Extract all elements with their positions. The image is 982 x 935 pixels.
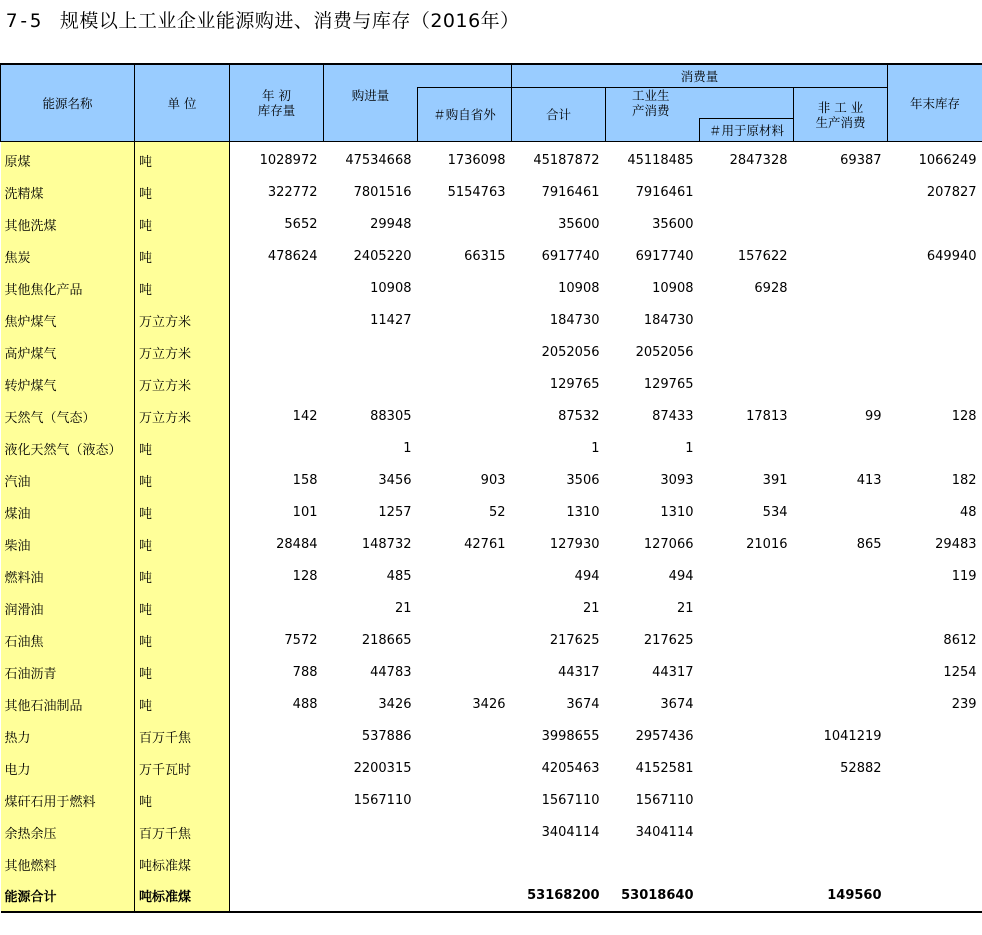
unit-cell: 万千瓦时 — [135, 752, 230, 784]
value-cell: 87532 — [558, 408, 600, 424]
value-cell: 1 — [403, 440, 412, 456]
value-cell: 184730 — [643, 312, 694, 328]
value-cell: 534 — [762, 504, 788, 520]
table-row — [1, 240, 982, 272]
unit-cell: 吨 — [135, 272, 230, 304]
value-cell: 6917740 — [541, 248, 600, 264]
unit-cell: 吨 — [135, 464, 230, 496]
value-cell: 21 — [676, 600, 694, 616]
value-cell: 5154763 — [447, 184, 506, 200]
value-cell — [700, 336, 794, 368]
header-consumption: 消费量 — [512, 64, 888, 88]
header-non-industrial-label: 非 工 业 生产消费 — [815, 99, 866, 130]
value-cell: 10908 — [370, 280, 412, 296]
value-cell: 10908 — [558, 280, 600, 296]
value-cell — [418, 272, 512, 304]
value-cell: 101 — [230, 496, 324, 528]
value-cell: 1028972 — [230, 142, 324, 177]
value-cell: 1041219 — [823, 728, 882, 744]
value-cell — [700, 816, 794, 848]
page-title — [6, 6, 520, 33]
value-cell: 2200315 — [353, 760, 412, 776]
value-cell — [700, 688, 794, 720]
value-cell: 45118485 — [627, 152, 694, 168]
header-opening-stock-label: 年 初 库存量 — [257, 88, 296, 118]
value-cell: 184730 — [549, 312, 600, 328]
value-cell — [888, 368, 982, 400]
unit-cell: 百万千焦 — [135, 720, 230, 752]
value-cell: 99 — [864, 408, 882, 424]
value-cell: 3404114 — [635, 824, 694, 840]
energy-name-cell: 其他石油制品 — [1, 688, 135, 720]
value-cell: 88305 — [370, 408, 412, 424]
table-header — [1, 64, 982, 142]
unit-cell: 吨 — [135, 240, 230, 272]
value-cell: 119 — [951, 568, 977, 584]
value-cell — [418, 848, 512, 880]
value-cell: 5652 — [230, 208, 324, 240]
value-cell: 494 — [574, 568, 600, 584]
value-cell: 391 — [762, 472, 788, 488]
value-cell — [700, 848, 794, 880]
value-cell — [230, 304, 324, 336]
value-cell: 478624 — [230, 240, 324, 272]
energy-name-cell: 石油沥青 — [1, 656, 135, 688]
value-cell — [888, 336, 982, 368]
value-cell — [794, 208, 888, 240]
value-cell: 66315 — [464, 248, 506, 264]
value-cell — [888, 432, 982, 464]
value-cell: 239 — [951, 696, 977, 712]
table-row — [1, 432, 982, 464]
energy-name-cell: 燃料油 — [1, 560, 135, 592]
energy-name-cell: 电力 — [1, 752, 135, 784]
value-cell — [700, 368, 794, 400]
value-cell — [418, 336, 512, 368]
unit-cell: 万立方米 — [135, 400, 230, 432]
value-cell — [700, 208, 794, 240]
header-purchase-group — [324, 64, 512, 88]
value-cell: 494 — [668, 568, 694, 584]
value-cell — [888, 720, 982, 752]
value-cell: 17813 — [746, 408, 788, 424]
table-title: 规模以上工业企业能源购进、消费与库存（2016年） — [59, 10, 520, 32]
value-cell — [794, 624, 888, 656]
energy-name-cell: 润滑油 — [1, 592, 135, 624]
value-cell: 788 — [230, 656, 324, 688]
value-cell — [324, 880, 418, 912]
value-cell: 1254 — [943, 664, 977, 680]
header-purchase: 购进量 — [324, 88, 418, 142]
value-cell: 217625 — [643, 632, 694, 648]
energy-name-cell: 石油焦 — [1, 624, 135, 656]
table-number: 7-5 — [6, 10, 42, 32]
energy-name-cell: 能源合计 — [1, 880, 135, 912]
table-row — [1, 208, 982, 240]
value-cell: 44317 — [558, 664, 600, 680]
value-cell — [230, 368, 324, 400]
value-cell — [888, 848, 982, 880]
header-closing-stock: 年末库存 — [888, 64, 982, 142]
value-cell — [418, 592, 512, 624]
value-cell: 413 — [856, 472, 882, 488]
energy-name-cell: 焦炭 — [1, 240, 135, 272]
value-cell — [230, 752, 324, 784]
table-row — [1, 720, 982, 752]
unit-cell: 万立方米 — [135, 304, 230, 336]
value-cell: 1257 — [378, 504, 412, 520]
unit-cell: 百万千焦 — [135, 816, 230, 848]
total-row — [1, 880, 982, 912]
energy-name-cell: 热力 — [1, 720, 135, 752]
value-cell: 157622 — [737, 248, 788, 264]
energy-name-cell: 天然气（气态） — [1, 400, 135, 432]
unit-cell: 吨标准煤 — [135, 880, 230, 912]
value-cell: 1310 — [566, 504, 600, 520]
value-cell — [418, 400, 512, 432]
unit-cell: 吨 — [135, 560, 230, 592]
value-cell — [230, 432, 324, 464]
header-energy-name: 能源名称 — [1, 64, 135, 142]
table-row — [1, 336, 982, 368]
unit-cell: 吨 — [135, 624, 230, 656]
table-row — [1, 816, 982, 848]
value-cell: 21016 — [746, 536, 788, 552]
table-row — [1, 528, 982, 560]
value-cell: 207827 — [926, 184, 977, 200]
value-cell: 29948 — [370, 216, 412, 232]
value-cell — [418, 368, 512, 400]
unit-cell: 吨 — [135, 496, 230, 528]
header-industrial-production — [606, 88, 794, 119]
value-cell — [794, 240, 888, 272]
value-cell: 53168200 — [512, 880, 606, 912]
value-cell: 7572 — [230, 624, 324, 656]
value-cell — [888, 208, 982, 240]
value-cell — [700, 784, 794, 816]
value-cell — [700, 880, 794, 912]
value-cell: 11427 — [370, 312, 412, 328]
energy-name-cell: 其他燃料 — [1, 848, 135, 880]
value-cell: 2052056 — [635, 344, 694, 360]
value-cell: 44317 — [652, 664, 694, 680]
table-row — [1, 304, 982, 336]
header-consumption-total: 合计 — [512, 88, 606, 142]
energy-table-container — [0, 63, 982, 913]
value-cell: 1567110 — [541, 792, 600, 808]
energy-name-cell: 原煤 — [1, 142, 135, 177]
table-row — [1, 784, 982, 816]
value-cell: 53018640 — [606, 880, 700, 912]
value-cell: 3093 — [660, 472, 694, 488]
value-cell: 29483 — [935, 536, 977, 552]
value-cell — [794, 848, 888, 880]
energy-name-cell: 汽油 — [1, 464, 135, 496]
table-row — [1, 142, 982, 177]
table-row — [1, 656, 982, 688]
value-cell — [230, 336, 324, 368]
value-cell — [794, 368, 888, 400]
value-cell — [888, 880, 982, 912]
header-unit: 单 位 — [135, 64, 230, 142]
header-industrial-spacer — [606, 119, 700, 142]
value-cell: 129765 — [643, 376, 694, 392]
value-cell — [888, 816, 982, 848]
table-row — [1, 496, 982, 528]
unit-cell: 万立方米 — [135, 368, 230, 400]
value-cell: 3456 — [378, 472, 412, 488]
value-cell: 3674 — [566, 696, 600, 712]
value-cell — [230, 592, 324, 624]
value-cell: 35600 — [652, 216, 694, 232]
value-cell — [418, 208, 512, 240]
value-cell: 52 — [488, 504, 506, 520]
value-cell: 127930 — [549, 536, 600, 552]
value-cell — [794, 496, 888, 528]
energy-name-cell: 转炉煤气 — [1, 368, 135, 400]
value-cell: 1310 — [660, 504, 694, 520]
value-cell — [418, 560, 512, 592]
value-cell — [888, 304, 982, 336]
value-cell: 865 — [856, 536, 882, 552]
table-row — [1, 688, 982, 720]
value-cell — [418, 720, 512, 752]
unit-cell: 吨 — [135, 142, 230, 177]
value-cell: 649940 — [926, 248, 977, 264]
value-cell — [794, 176, 888, 208]
value-cell — [794, 816, 888, 848]
value-cell — [324, 368, 418, 400]
unit-cell: 吨 — [135, 528, 230, 560]
value-cell: 21 — [582, 600, 600, 616]
value-cell — [794, 272, 888, 304]
unit-cell: 吨 — [135, 688, 230, 720]
value-cell — [700, 752, 794, 784]
value-cell — [700, 656, 794, 688]
value-cell — [418, 432, 512, 464]
energy-name-cell: 煤矸石用于燃料 — [1, 784, 135, 816]
value-cell: 2052056 — [541, 344, 600, 360]
value-cell — [230, 720, 324, 752]
value-cell — [794, 560, 888, 592]
value-cell: 3998655 — [541, 728, 600, 744]
value-cell: 903 — [480, 472, 506, 488]
value-cell: 2405220 — [353, 248, 412, 264]
energy-name-cell: 柴油 — [1, 528, 135, 560]
energy-name-cell: 洗精煤 — [1, 176, 135, 208]
value-cell: 3404114 — [541, 824, 600, 840]
value-cell: 87433 — [652, 408, 694, 424]
value-cell: 7916461 — [635, 184, 694, 200]
table-row — [1, 752, 982, 784]
header-as-raw-material: ＃用于原材料 — [700, 119, 794, 142]
energy-name-cell: 其他焦化产品 — [1, 272, 135, 304]
value-cell: 2957436 — [635, 728, 694, 744]
unit-cell: 万立方米 — [135, 336, 230, 368]
table-body — [1, 142, 982, 913]
value-cell — [888, 272, 982, 304]
table-row — [1, 368, 982, 400]
value-cell — [418, 816, 512, 848]
table-row — [1, 624, 982, 656]
value-cell — [418, 656, 512, 688]
value-cell — [700, 720, 794, 752]
value-cell: 1567110 — [635, 792, 694, 808]
value-cell — [230, 784, 324, 816]
unit-cell: 吨 — [135, 784, 230, 816]
value-cell: 42761 — [464, 536, 506, 552]
value-cell — [700, 304, 794, 336]
value-cell: 182 — [951, 472, 977, 488]
value-cell — [700, 624, 794, 656]
value-cell: 1736098 — [447, 152, 506, 168]
value-cell: 8612 — [943, 632, 977, 648]
value-cell: 47534668 — [345, 152, 412, 168]
unit-cell: 吨 — [135, 176, 230, 208]
value-cell: 4152581 — [635, 760, 694, 776]
value-cell — [512, 848, 606, 880]
value-cell — [794, 336, 888, 368]
unit-cell: 吨 — [135, 592, 230, 624]
value-cell: 1066249 — [918, 152, 977, 168]
energy-name-cell: 焦炉煤气 — [1, 304, 135, 336]
header-opening-stock — [230, 64, 324, 142]
value-cell: 69387 — [840, 152, 882, 168]
value-cell — [700, 560, 794, 592]
value-cell: 158 — [230, 464, 324, 496]
value-cell — [324, 336, 418, 368]
table-row — [1, 176, 982, 208]
value-cell: 45187872 — [533, 152, 600, 168]
value-cell — [418, 880, 512, 912]
value-cell: 142 — [230, 400, 324, 432]
value-cell: 10908 — [652, 280, 694, 296]
value-cell: 148732 — [361, 536, 412, 552]
value-cell: 48 — [959, 504, 977, 520]
table-row — [1, 592, 982, 624]
unit-cell: 吨 — [135, 432, 230, 464]
value-cell — [230, 816, 324, 848]
value-cell — [418, 784, 512, 816]
value-cell — [418, 752, 512, 784]
value-cell — [794, 688, 888, 720]
value-cell: 128 — [230, 560, 324, 592]
energy-name-cell: 液化天然气（液态） — [1, 432, 135, 464]
value-cell — [700, 592, 794, 624]
energy-name-cell: 煤油 — [1, 496, 135, 528]
value-cell — [794, 784, 888, 816]
value-cell — [230, 880, 324, 912]
value-cell — [888, 752, 982, 784]
value-cell — [418, 624, 512, 656]
value-cell — [794, 304, 888, 336]
value-cell — [794, 592, 888, 624]
value-cell — [324, 816, 418, 848]
value-cell: 6928 — [754, 280, 788, 296]
value-cell: 35600 — [558, 216, 600, 232]
value-cell: 1567110 — [353, 792, 412, 808]
value-cell: 7801516 — [353, 184, 412, 200]
value-cell — [230, 272, 324, 304]
value-cell — [794, 656, 888, 688]
value-cell: 3426 — [472, 696, 506, 712]
value-cell — [230, 848, 324, 880]
energy-name-cell: 高炉煤气 — [1, 336, 135, 368]
value-cell: 129765 — [549, 376, 600, 392]
table-row — [1, 464, 982, 496]
energy-name-cell: 余热余压 — [1, 816, 135, 848]
value-cell: 1 — [685, 440, 694, 456]
value-cell — [606, 848, 700, 880]
value-cell: 6917740 — [635, 248, 694, 264]
unit-cell: 吨标准煤 — [135, 848, 230, 880]
value-cell — [888, 592, 982, 624]
value-cell: 218665 — [361, 632, 412, 648]
value-cell: 217625 — [549, 632, 600, 648]
table-row — [1, 272, 982, 304]
header-purchase-out-of-province: ＃购自省外 — [418, 88, 512, 142]
value-cell: 488 — [230, 688, 324, 720]
value-cell: 4205463 — [541, 760, 600, 776]
unit-cell: 吨 — [135, 208, 230, 240]
energy-table — [0, 63, 982, 913]
unit-cell: 吨 — [135, 656, 230, 688]
energy-name-cell: 其他洗煤 — [1, 208, 135, 240]
value-cell: 3426 — [378, 696, 412, 712]
value-cell: 128 — [951, 408, 977, 424]
table-row — [1, 560, 982, 592]
table-row — [1, 400, 982, 432]
value-cell: 52882 — [840, 760, 882, 776]
value-cell: 3506 — [566, 472, 600, 488]
value-cell: 127066 — [643, 536, 694, 552]
value-cell: 322772 — [230, 176, 324, 208]
header-non-industrial — [794, 88, 888, 142]
header-industrial-production-label: 工业生 产消费 — [632, 88, 670, 118]
value-cell: 28484 — [230, 528, 324, 560]
value-cell: 485 — [386, 568, 412, 584]
value-cell — [324, 848, 418, 880]
value-cell — [700, 432, 794, 464]
value-cell — [418, 304, 512, 336]
table-row — [1, 848, 982, 880]
value-cell — [888, 784, 982, 816]
value-cell: 1 — [591, 440, 600, 456]
value-cell: 21 — [394, 600, 412, 616]
value-cell: 7916461 — [541, 184, 600, 200]
value-cell: 44783 — [370, 664, 412, 680]
value-cell: 3674 — [660, 696, 694, 712]
value-cell — [700, 176, 794, 208]
value-cell: 2847328 — [729, 152, 788, 168]
value-cell — [794, 432, 888, 464]
value-cell: 149560 — [794, 880, 888, 912]
value-cell: 537886 — [361, 728, 412, 744]
